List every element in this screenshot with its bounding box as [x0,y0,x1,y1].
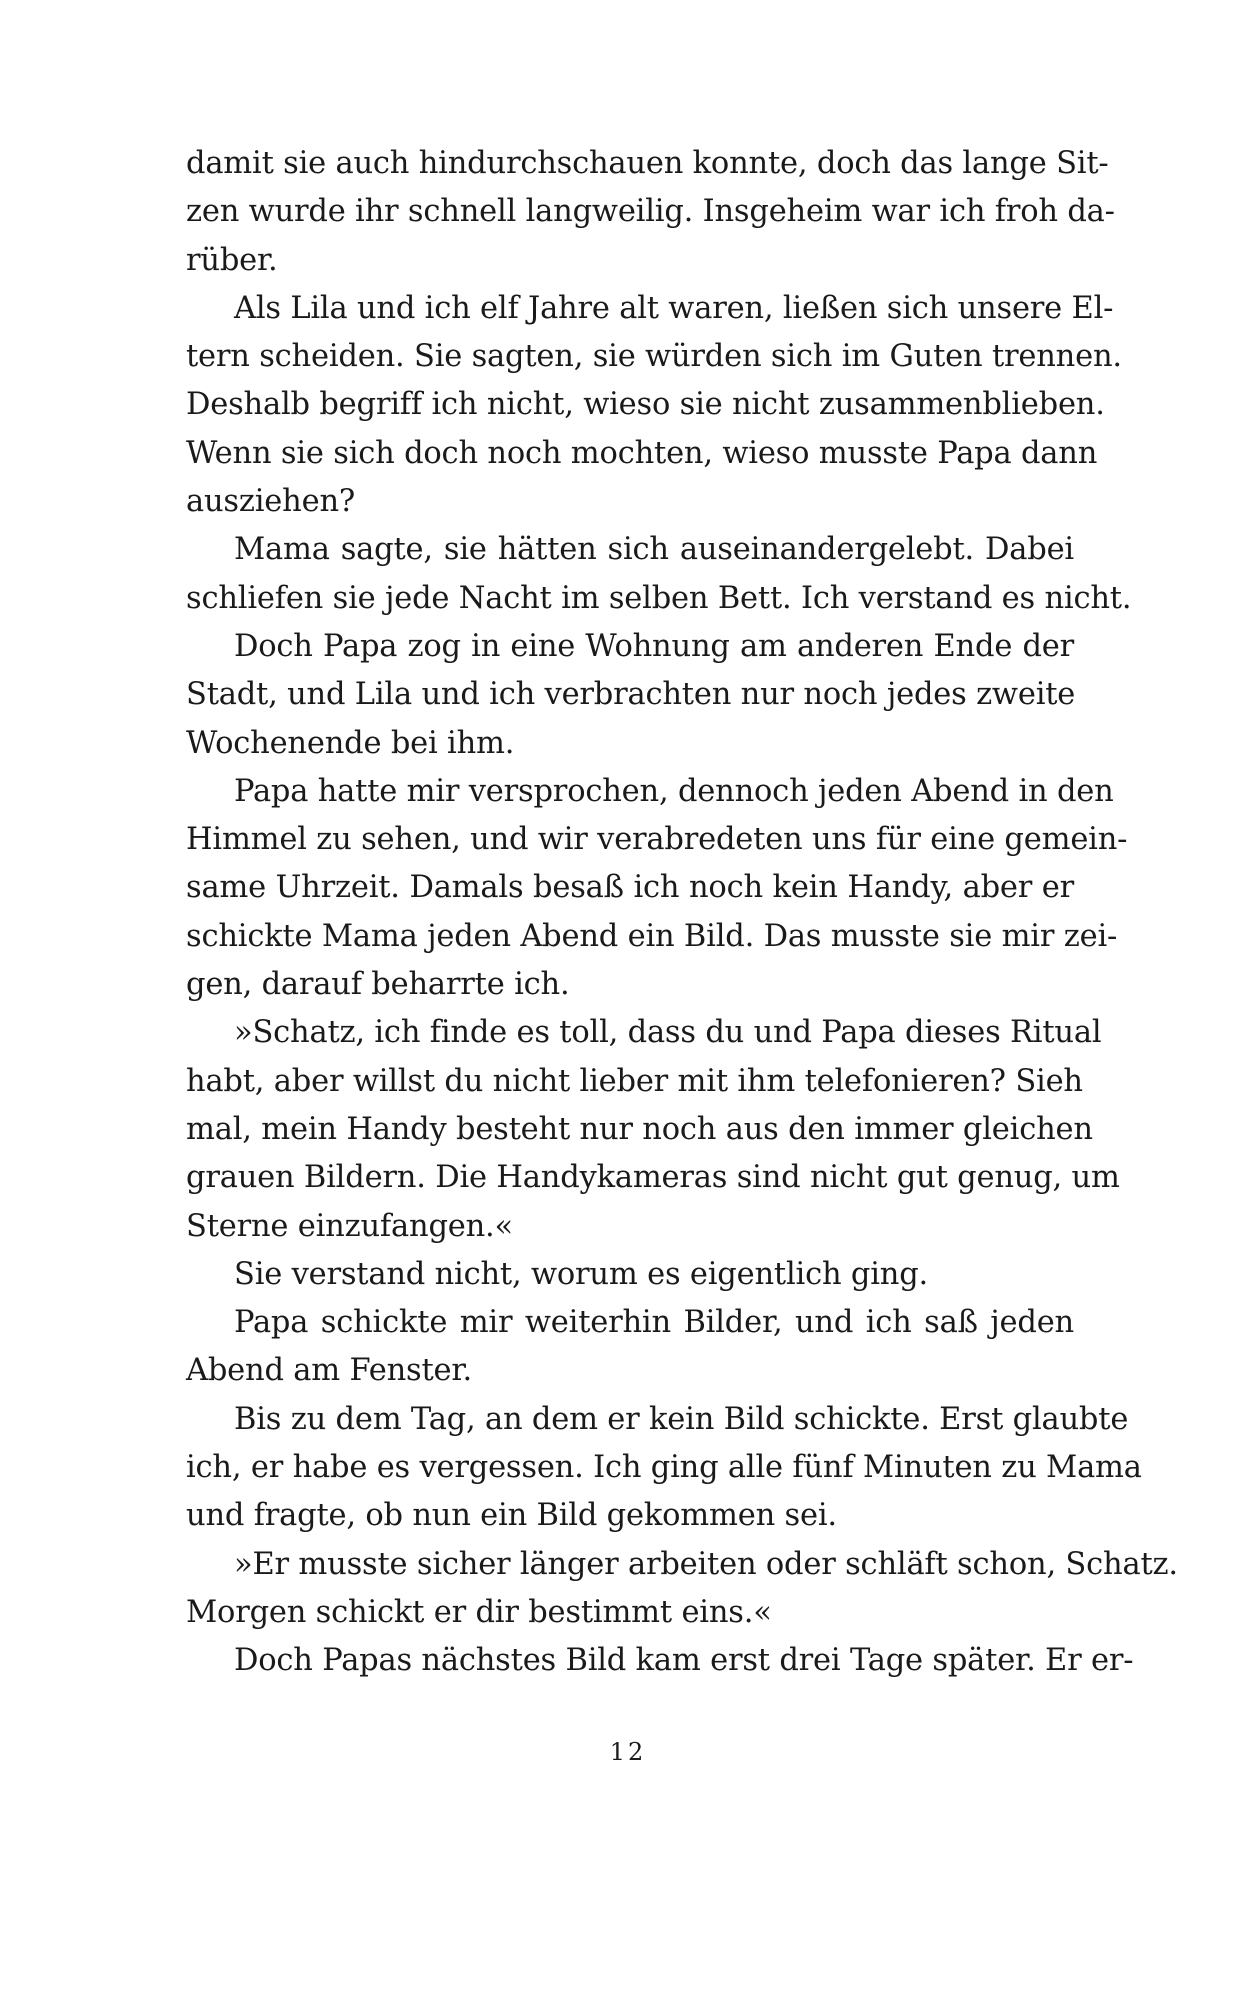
paragraph [186,1299,1074,1396]
text-line: Himmel zu sehen, und wir verabredeten uns für eine gemein- [186,822,1128,858]
text-line: rüber. [186,242,278,278]
text-line: Deshalb begriff ich nicht, wieso sie nicht zusammenblieben. [186,387,1105,423]
page-number: 12 [609,1738,647,1766]
text-line: Doch Papas nächstes Bild kam erst drei Tage später. Er er- [234,1643,1134,1679]
text-line: Wochenende bei ihm. [186,725,515,761]
text-line: Mama sagte, sie hätten sich auseinandergelebt. Dabei [234,532,1074,568]
paragraph [186,623,1074,768]
paragraph [186,1637,1134,1685]
text-line: Abend am Fenster. [186,1353,472,1389]
text-line: Papa hatte mir versprochen, dennoch jeden Abend in den [234,773,1114,809]
text-line: ausziehen? [186,484,356,520]
paragraph [186,526,1132,623]
text-line: mal, mein Handy besteht nur noch aus den immer gleichen [186,1111,1093,1147]
text-line: tern scheiden. Sie sagten, sie würden sich im Guten trennen. [186,339,1122,375]
text-line: Doch Papa zog in eine Wohnung am anderen Ende der [234,628,1074,664]
paragraph [186,1251,1074,1299]
paragraph [186,1541,1178,1638]
text-line: Bis zu dem Tag, an dem er kein Bild schickte. Erst glaubte [234,1401,1129,1437]
paragraph [186,1009,1120,1250]
text-line: schliefen sie jede Nacht im selben Bett. Ich verstand es nicht. [186,580,1132,616]
text-line: Papa schickte mir weiterhin Bilder, und ich saß jeden [234,1305,1074,1341]
text-line: »Er musste sicher länger arbeiten oder schläft schon, Schatz. [234,1546,1178,1582]
text-line: damit sie auch hindurchschauen konnte, doch das lange Sit- [186,146,1109,181]
text-line: »Schatz, ich finde es toll, dass du und Papa dieses Ritual [234,1015,1102,1051]
text-line: zen wurde ihr schnell langweilig. Insgeheim war ich froh da- [186,194,1115,230]
text-line: Sterne einzufangen.« [186,1208,514,1244]
paragraph [186,1396,1142,1541]
text-line: Sie verstand nicht, worum es eigentlich ging. [234,1256,929,1292]
text-line: Stadt, und Lila und ich verbrachten nur noch jedes zweite [186,677,1076,713]
text-line: und fragte, ob nun ein Bild gekommen sei. [186,1498,837,1534]
text-line: schickte Mama jeden Abend ein Bild. Das musste sie mir zei- [186,918,1118,954]
text-line: Als Lila und ich elf Jahre alt waren, ließen sich unsere El- [234,290,1114,326]
text-line: same Uhrzeit. Damals besaß ich noch kein Handy, aber er [186,870,1074,906]
text-line: ich, er habe es vergessen. Ich ging alle fünf Minuten zu Mama [186,1450,1142,1486]
text-line: grauen Bildern. Die Handykameras sind nicht gut genug, um [186,1160,1120,1196]
text-line: Morgen schickt er dir bestimmt eins.« [186,1594,772,1630]
paragraph [186,768,1128,1009]
text-line: gen, darauf beharrte ich. [186,967,570,1003]
paragraph [186,140,1115,285]
text-line: habt, aber willst du nicht lieber mit ihm telefonieren? Sieh [186,1063,1083,1099]
body-text [186,140,1178,1686]
text-line: Wenn sie sich doch noch mochten, wieso musste Papa dann [186,435,1098,471]
paragraph [186,285,1122,526]
